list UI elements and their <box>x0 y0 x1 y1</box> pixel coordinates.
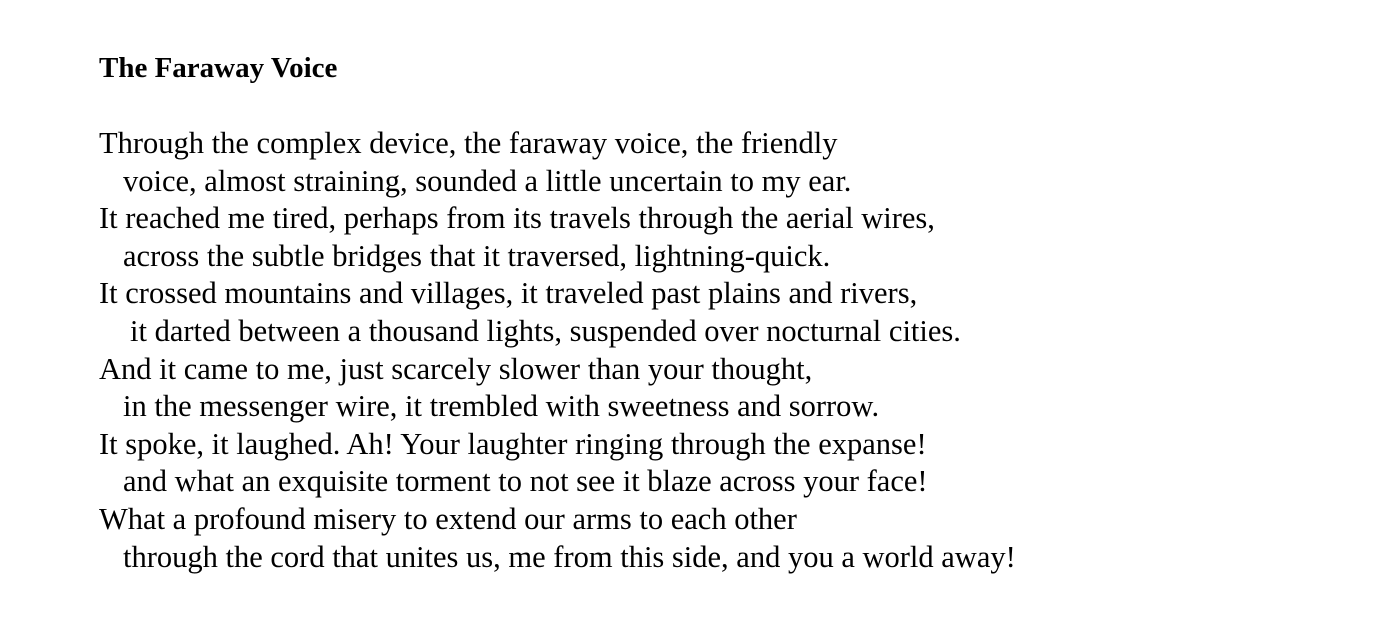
poem-title: The Faraway Voice <box>99 52 338 84</box>
poem-line: across the subtle bridges that it traversed, lightning-quick. <box>123 238 831 273</box>
poem-line: What a profound misery to extend our arms to each other <box>99 501 797 536</box>
poem-line: Through the complex device, the faraway voice, the friendly <box>99 126 838 160</box>
poem-line: It reached me tired, perhaps from its travels through the aerial wires, <box>99 201 935 236</box>
poem-line: And it came to me, just scarcely slower than your thought, <box>99 351 813 386</box>
poem-line: voice, almost straining, sounded a little uncertain to my ear. <box>123 163 852 198</box>
poem-line: in the messenger wire, it trembled with sweetness and sorrow. <box>123 389 880 424</box>
document-page <box>99 49 1339 576</box>
poem-body <box>99 125 1339 576</box>
poem-line: It crossed mountains and villages, it traveled past plains and rivers, <box>99 276 918 311</box>
poem-line: It spoke, it laughed. Ah! Your laughter ringing through the expanse! <box>99 426 927 461</box>
poem-line: and what an exquisite torment to not see it blaze across your face! <box>123 464 928 499</box>
poem-line: it darted between a thousand lights, suspended over nocturnal cities. <box>130 313 961 348</box>
poem-line: through the cord that unites us, me from this side, and you a world away! <box>123 539 1016 574</box>
